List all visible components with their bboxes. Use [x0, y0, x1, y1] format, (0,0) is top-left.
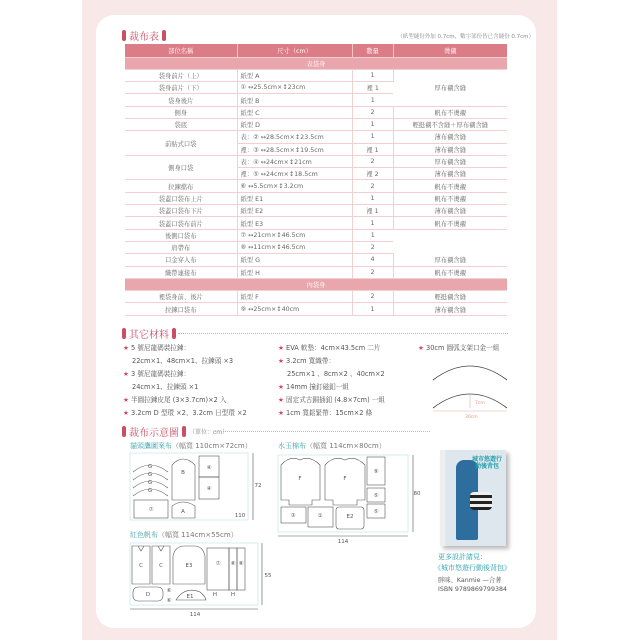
piece-label: A: [181, 509, 185, 515]
piece-label: ⑦: [148, 507, 154, 513]
piece-label: D: [145, 592, 151, 598]
cell-name: 口金穿入布: [125, 254, 237, 266]
piece-label: ①: [317, 513, 323, 519]
piece-label: G: [147, 488, 153, 494]
piece-7: [207, 548, 229, 590]
piece-label: B: [181, 470, 185, 476]
arc-height-label: 7cm: [475, 401, 485, 406]
cell-note: 帆布不燙襯: [393, 180, 507, 192]
piece-label: ⑦: [215, 561, 221, 567]
cell-size: 紙型 G: [237, 254, 352, 266]
dim-label: 114: [337, 539, 349, 545]
material-item: ★ EVA 軟墊：4cm×43.5cm 二片: [278, 344, 381, 352]
cell-name: 前貼式口袋: [125, 131, 237, 156]
dim-label: 114: [189, 612, 201, 618]
cell-size: 紙型 D: [237, 118, 352, 130]
piece-label: ④: [206, 486, 212, 492]
cell-note: 厚布襯含縫: [393, 155, 507, 167]
material-item: ★ 14mm 撞釘磁釦一組: [278, 383, 349, 391]
cell-size: 紙型 E1: [237, 192, 352, 204]
cell-qty: 2: [352, 241, 393, 253]
material-item: ★ 1cm 寬鬆緊帶：15cm×2 條: [278, 409, 373, 417]
material-item: ★ 半圓拉鍊皮尾 (3×3.7cm)×2 入: [123, 396, 227, 404]
piece-label: ④: [206, 465, 212, 471]
cell-note: 厚布襯含縫: [393, 69, 507, 106]
cell-name: 袋身前片（上）: [125, 69, 237, 81]
piece-b: [172, 459, 195, 500]
title-text: 裁布表: [129, 32, 159, 43]
title-text: 其它材料: [129, 330, 169, 341]
title-text: 裁布示意圖: [129, 428, 179, 439]
cell-size: 紙型 F: [237, 291, 352, 303]
cell-note: 薄布襯含縫: [393, 303, 507, 315]
cell-qty: 1: [352, 229, 393, 241]
cell-size: 紙型 H: [237, 266, 352, 278]
book-authors: 胖咪、Kanmie —合著: [438, 577, 502, 584]
cell-size: 紙型 E2: [237, 205, 352, 217]
dim-label: 110: [234, 513, 246, 519]
cell-size: 表：④ ↔24cm×↕21cm: [237, 155, 352, 167]
cell-size: ⑦ ↔21cm×↕46.5cm: [237, 229, 352, 241]
cell-qty: 1: [352, 303, 393, 315]
cell-note: 薄布襯含縫: [393, 143, 507, 155]
piece-label: ⑧: [238, 561, 244, 567]
cell-note: 薄布襯含縫: [393, 205, 507, 217]
cell-note: 帆布不燙襯: [393, 106, 507, 118]
cell-name: 袋蓋口袋布下片: [125, 205, 237, 217]
material-item: ★ 5 號尼龍碼裝拉鍊：: [123, 344, 191, 352]
dim-label: 55: [264, 573, 272, 579]
material-item: 24cm×1、拉鍊頭 ×1: [132, 383, 199, 391]
dim-label: 72: [254, 483, 262, 489]
cell-qty: 1: [352, 69, 393, 81]
cell-qty: 裡 1: [352, 205, 393, 217]
cell-size: ⑥ ↔5.5cm×↕3.2cm: [237, 180, 352, 192]
material-item: ★ 3 號尼龍碼裝拉鍊：: [123, 370, 191, 378]
cell-name: 袋底: [125, 118, 237, 130]
cell-qty: 1: [352, 217, 393, 229]
piece-label: C: [139, 563, 143, 569]
piece-label: E3: [185, 563, 193, 569]
cell-qty: 1: [352, 192, 393, 204]
piece-label: ⑥: [166, 598, 172, 604]
backpack-figure: [470, 492, 492, 510]
cell-size: 紙型 E3: [237, 217, 352, 229]
arc-width-label: 30cm: [465, 415, 478, 418]
cell-qty: 2: [352, 266, 393, 278]
cell-qty: 1: [352, 131, 393, 143]
cell-name: 袋身後片: [125, 94, 237, 106]
cell-qty: 裡 1: [352, 82, 393, 94]
section-label: 表袋身: [125, 57, 507, 69]
cell-name: 側身口袋: [125, 155, 237, 180]
dim-label: 80: [413, 491, 421, 497]
cell-note: 帆布不燙襯: [393, 192, 507, 204]
piece-label: H: [230, 592, 236, 598]
cell-note: 輕挺襯含縫: [393, 291, 507, 303]
col-size: 尺寸（cm）: [237, 44, 352, 57]
cell-name: 袋蓋口袋布前片: [125, 217, 237, 229]
cell-qty: 2: [352, 180, 393, 192]
cell-name: 織帶連接布: [125, 266, 237, 278]
piece-label: ⑤: [373, 509, 379, 515]
piece-label: ⑥: [166, 588, 172, 594]
book-cover-image: [440, 450, 506, 546]
piece-label: G: [147, 480, 153, 486]
col-name: 部位名稱: [125, 44, 237, 57]
cell-qty: 4: [352, 254, 393, 266]
book-isbn: ISBN 9789869799384: [438, 586, 507, 593]
cell-name: 拉鍊口袋布: [125, 303, 237, 315]
material-item: ★ 固定式古銅插釦 (4.8×7cm) 一組: [278, 396, 385, 404]
piece-label: ⑨: [373, 469, 379, 475]
cell-name: 肩帶布: [125, 241, 237, 253]
cell-qty: 1: [352, 118, 393, 130]
book-title: 《城市悠遊行動後背包》: [434, 564, 511, 572]
piece-label: E1: [186, 594, 194, 600]
material-item: ★ 3.2cm 寬織帶：: [278, 357, 336, 365]
piece-label: F: [298, 476, 302, 482]
fabric2-outline: [278, 455, 408, 532]
fabric3-layout: [130, 543, 262, 609]
cell-name: 拉鍊擋布: [125, 180, 237, 192]
material-item: 25cm×1 、8cm×2 、40cm×2: [287, 370, 385, 378]
cell-qty: 2: [352, 291, 393, 303]
cell-size: 紙型 A: [237, 69, 352, 81]
fabric1-title: 貓頭鷹圖案布（幅寬 110cm×72cm）: [130, 442, 252, 450]
cell-qty: 裡 2: [352, 168, 393, 180]
cover-title: 城市悠遊行動後背包: [472, 456, 503, 470]
piece-label: G: [147, 472, 153, 478]
cell-note: 帆布不燙襯: [393, 217, 507, 229]
piece-8: [237, 548, 245, 590]
piece-label: G: [147, 464, 153, 470]
cell-size: ⑧ ↔11cm×↕46.5cm: [237, 241, 352, 253]
cell-name: 袋身前片（下）: [125, 82, 237, 94]
cell-qty: 2: [352, 155, 393, 167]
cell-size: 表：② ↔28.5cm×↕23.5cm: [237, 131, 352, 143]
fabric2-layout: [278, 455, 413, 536]
more-designs-label: 更多設計請見：: [438, 553, 487, 561]
unit-label: （單位：cm）: [189, 429, 229, 436]
cell-note: 薄布襯含縫: [393, 131, 507, 143]
piece-label: E2: [346, 514, 354, 520]
col-qty: 數量: [352, 44, 393, 57]
cell-size: 紙型 C: [237, 106, 352, 118]
cell-note: 帆布不燙襯: [393, 266, 507, 278]
col-interfacing: 燙襯: [393, 44, 507, 57]
piece-label: ⑧: [230, 561, 236, 567]
material-item: 22cm×1、48cm×1、拉鍊頭 ×3: [132, 357, 234, 365]
piece-8: [229, 548, 237, 590]
cell-note: 厚布襯含縫: [393, 254, 507, 266]
cell-qty: 裡 1: [352, 143, 393, 155]
cell-size: 紙型 B: [237, 94, 352, 106]
cell-name: 裡袋身前、後片: [125, 291, 237, 303]
material-item: ★ 30cm 圓弧支架口金一組: [418, 344, 500, 352]
section-label: 內袋身: [125, 278, 507, 290]
material-item: ★ 3.2cm D 型環 ×2、3.2cm 日型環 ×2: [123, 409, 247, 417]
cell-note: 輕挺襯不含縫＋厚布襯含縫: [393, 118, 507, 130]
piece-label: ③: [290, 513, 296, 519]
cell-name: 袋蓋口袋布上片: [125, 192, 237, 204]
fabric3-title: 紅色帆布（幅寬 114cm×55cm）: [130, 531, 238, 539]
piece-label: F: [343, 476, 347, 482]
piece-label: ⑤: [373, 493, 379, 499]
cell-size: ⑨ ↔25cm×↕40cm: [237, 303, 352, 315]
cell-name: 側身: [125, 106, 237, 118]
cell-size: 裡：⑤ ↔24cm×↕18.5cm: [237, 168, 352, 180]
cell-note: 薄布襯含縫: [393, 168, 507, 180]
seam-note: （紙型縫份外加 0.7cm，數字部份皆已含縫份 0.7cm）: [397, 34, 534, 40]
cell-size: 裡：③ ↔28.5cm×↕19.5cm: [237, 143, 352, 155]
cell-qty: 2: [352, 106, 393, 118]
cell-size: ① ↔25.5cm×↕23cm: [237, 82, 352, 94]
fabric2-title: 水玉棉布（幅寬 114cm×80cm）: [278, 442, 386, 450]
cell-qty: 1: [352, 94, 393, 106]
cell-name: 後側口袋布: [125, 229, 237, 241]
piece-label: C: [159, 563, 163, 569]
piece-label: H: [212, 592, 218, 598]
